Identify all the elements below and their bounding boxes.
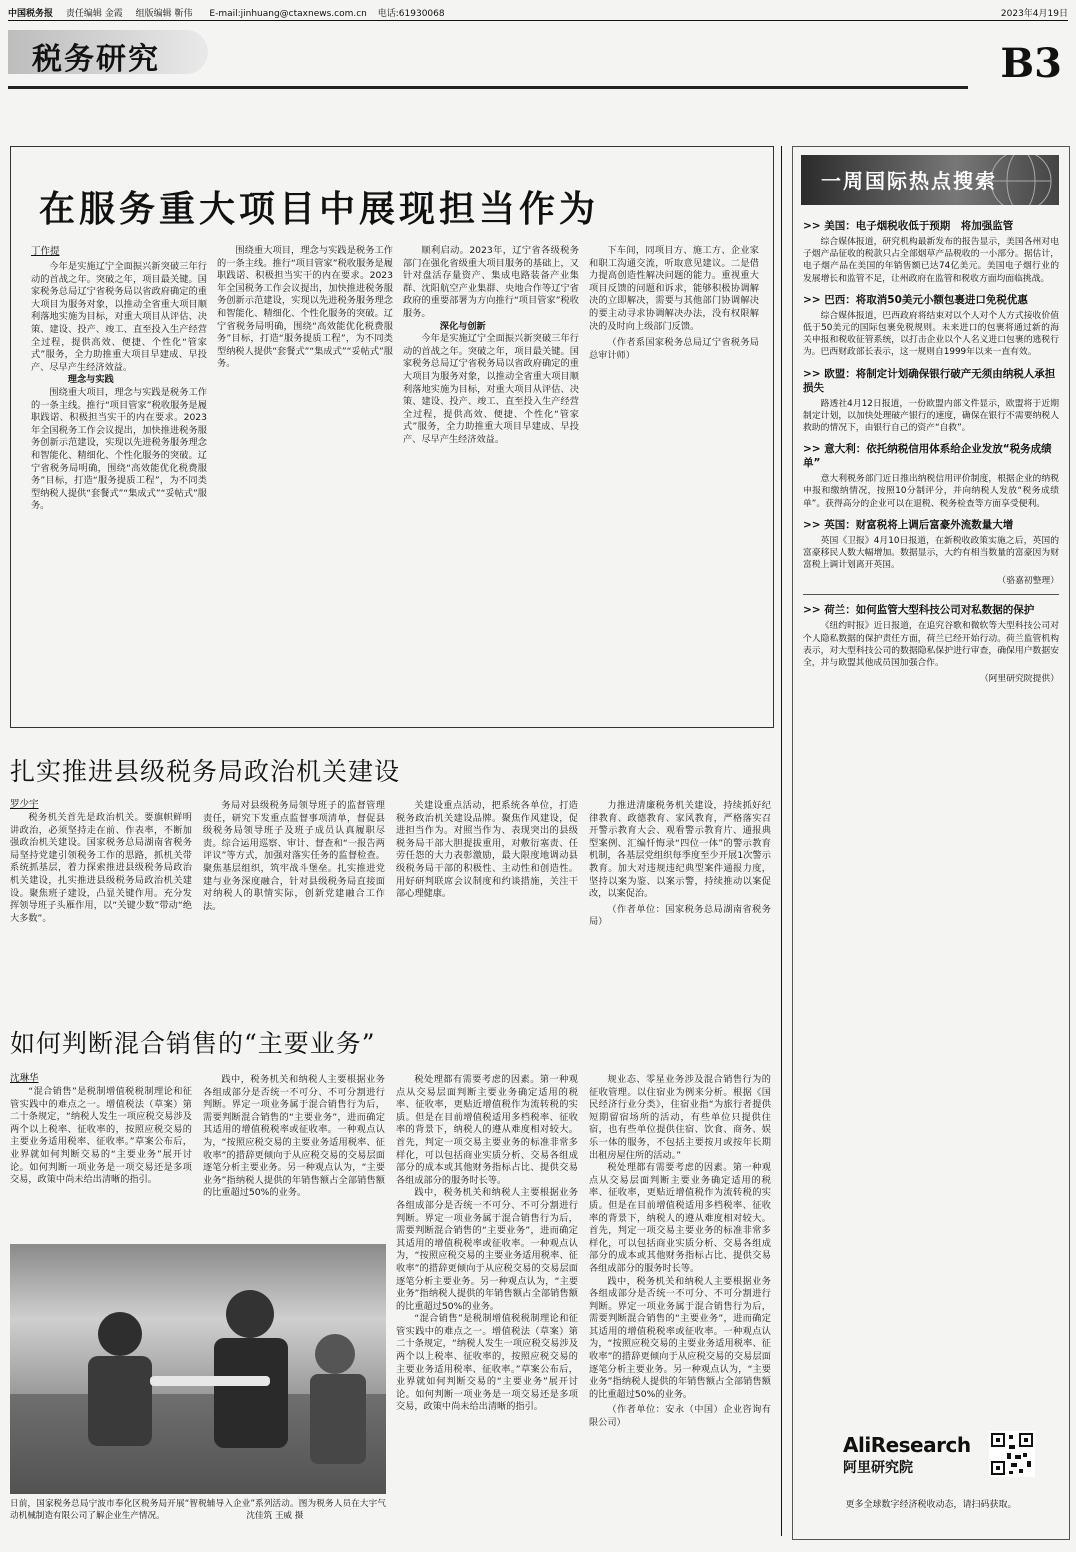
sidebar-item-4-body: 意大利税务部门近日推出纳税信用评价制度，根据企业的纳税申报和缴纳情况，按照10分制评分，并向纳税人发放“税务成绩单”。获得高分的企业可以在退税、税务检查等方面享受便利。 bbox=[803, 474, 1059, 509]
article-2-col-2-text: 务局对县级税务局领导班子的监督管理责任，研究下发重点监督事项清单，督促县级税务局领导班子及班子成员认真履职尽责。综合运用巡察、审计、督查和“一报告两评议”等方式，加强对落实任务的监督检查。聚焦基层组织，筑牢战斗堡垒。扎实推进党建与业务深度融合，针对县级税务局直接面对纳税人的职情实际，创新党建融合工作法。 bbox=[203, 800, 385, 912]
article-1-col-1-text-b: 围绕重大项目，理念与实践是税务工作的一条主线。推行“项目管家”税收服务是履职践诺、积极担当实干的内在要求。2023年全国税务工作会议提出，加快推进税务服务创新示范建设，实现以先进税务服务理念和智能化、精细化、个性化服务的突破。辽宁省税务局明确，围绕“高效能优化税费服务”目标，打造“服务提质工程”，为不同类型纳税人提供“套餐式”“集成式”“妥帖式”服务。 bbox=[31, 386, 207, 512]
sidebar-item-6: >> 荷兰：如何监管大型科技公司对私数据的保护 《纽约时报》近日报道，在追究谷歌和微软等大型科技公司对个人隐私数据的保护责任方面，荷兰已经开始行动。荷兰监管机构表示，对大型科技公司的数据隐私保护进行审查，确保用户数据安全，并与欧盟其他成员国加强合作。 （阿里研究院提供） bbox=[803, 604, 1059, 685]
article-1-frame bbox=[10, 146, 774, 728]
qr-code-icon bbox=[989, 1431, 1035, 1477]
article-2-col-2 bbox=[203, 800, 385, 1012]
section-underline bbox=[8, 86, 968, 89]
brand-name: AliResearch bbox=[843, 1433, 971, 1457]
article-2-col-3-text: 关建设重点活动，把系统各单位，打造税务政治机关建设品牌。聚焦作风建设，促进担当作为。对照当作为、表现突出的县级税务局干部大胆提拔重用，对敷衍塞责、任劳任怨的大力表彰激励，最大限度地调动县级税务局干部的积极性、主动性和创造性。用好研判联席会议制度和约谈措施，关注干部心理健康。 bbox=[396, 800, 578, 900]
article-1-title: 在服务重大项目中展现担当作为 bbox=[39, 188, 600, 230]
article-2-col-4-text: 力推进清廉税务机关建设，持续抓好纪律教育、政德教育、家风教育，严格落实召开警示教育大会、观看警示教育片、通报典型案例、汇编忏悔录“四位一体”的警示教育机制，各基层党组织每季度至少开展1次警示教育。加大对违规违纪典型案件通报力度，坚持以案为鉴、以案示警，持续推动以案促改，以案促治。 bbox=[589, 800, 771, 900]
article-2-credit: （作者单位：国家税务总局湖南省税务局） bbox=[589, 903, 771, 928]
sidebar-credit-1: （骆嘉初整理） bbox=[997, 576, 1059, 587]
email: E-mail:jinhuang@ctaxnews.com.cn bbox=[209, 9, 367, 19]
article-3-col-3-text-b: 践中，税务机关和纳税人主要根据业务各组成部分是否统一不可分、不可分割进行判断。界定一项业务属于混合销售行为后，需要判断混合销售的“主要业务”，进而确定其适用的增值税税率或征收率。一种观点认为，“按照应税交易的主要业务适用税率、征收率”的措辞更倾向于从应税交易的交易层面逐笔分析主要业务。另一种观点认为，“主要业务”指纳税人提供的年销售额占全部销售额的比重超过50%的业务。 bbox=[396, 1187, 578, 1312]
masthead bbox=[8, 6, 1068, 20]
article-3-col-3-text: 税处理都有需要考虑的因素。第一种观点从交易层面判断主要业务确定适用的税率、征收率，更贴近增值税作为流转税的实质。但是在目前增值税适用多档税率、征收率的背景下，纳税人的遵从难度相对较大。首先，判定一项交易主要业务的标准非常多样化，可以包括商业实质分析、交易各组成部分的成本或其他财务指标占比、提供交易各组成部分的服务时长等。 bbox=[396, 1074, 578, 1186]
article-3-col-4 bbox=[589, 1074, 771, 1520]
sidebar bbox=[792, 146, 1070, 1540]
article-1-col-2-text: 围绕重大项目，理念与实践是税务工作的一条主线。推行“项目管家”税收服务是履职践诺、积极担当实干的内在要求。2023年全国税务工作会议提出，加快推进税务服务创新示范建设，实现以先进税务服务理念和智能化、精细化、个性化服务的突破。辽宁省税务局明确，围绕“高效能优化税费服务”目标，打造“服务提质工程”，为不同类型纳税人提供“套餐式”“集成式”“妥帖式”服务。 bbox=[217, 245, 393, 370]
article-3-col-1 bbox=[10, 1086, 192, 1236]
article-1-author: 丁作提 bbox=[31, 246, 60, 257]
sidebar-item-3-title: 欧盟：将制定计划确保银行破产无须由纳税人承担损失 bbox=[803, 367, 1056, 394]
paper-name: 中国税务报 bbox=[8, 9, 54, 19]
section-title: 税务研究 bbox=[32, 42, 160, 77]
article-3-credit: （作者单位：安永（中国）企业咨询有限公司） bbox=[589, 1404, 771, 1429]
brand-name-cn: 阿里研究院 bbox=[843, 1460, 913, 1476]
sidebar-item-3: >> 欧盟：将制定计划确保银行破产无须由纳税人承担损失 路透社4月12日报道，一份欧盟内部文件显示，欧盟将于近期制定计划，以加快处理破产银行的速度，确保在银行不需要纳税人救助的情况下，由银行自己的资产“自救”。 bbox=[803, 367, 1059, 434]
duty-editor: 责任编辑 金霞 bbox=[65, 9, 123, 19]
sidebar-footer: 更多全球数字经济税收动态，请扫码获取。 bbox=[845, 1500, 1017, 1510]
article-3-title: 如何判断混合销售的“主要业务” bbox=[10, 1029, 376, 1058]
sidebar-item-1-body: 综合媒体报道，研究机构最新发布的报告显示，美国各州对电子烟产品征收的税款只占全部烟草产品税收的一小部分。据估计，电子烟产品在美国的年销售额已达74亿美元。美国电子烟行业的发展增长和监管不足，让州政府在监管和税收方面均面临挑战。 bbox=[803, 237, 1059, 284]
sidebar-item-6-body: 《纽约时报》近日报道，在追究谷歌和微软等大型科技公司对个人隐私数据的保护责任方面，荷兰已经开始行动。荷兰监管机构表示，对大型科技公司的数据隐私保护进行审查，确保用户数据安全，并与欧盟其他成员国加强合作。 bbox=[803, 621, 1059, 669]
article-2-title: 扎实推进县级税务局政治机关建设 bbox=[10, 757, 401, 786]
date: 2023年4月19日 bbox=[1000, 9, 1068, 19]
article-1-col-3-text: 顺利启动。2023年，辽宁省各级税务部门在强化省级重大项目服务的基础上，又针对盘活存量资产、集成电路装备产业集群、沈阳航空产业集群、央地合作等辽宁省政府的重要部署为方向推行“项目管家”税收服务。 bbox=[403, 245, 579, 319]
sidebar-divider bbox=[803, 594, 1059, 595]
article-3-col-1-text: “混合销售”是税制增值税税制理论和征管实践中的难点之一。增值税法（草案）第二十条规定，“纳税人发生一项应税交易涉及两个以上税率、征收率的，按照应税交易的主要业务适用税率、征收率。”草案公布后，业界就如何判断交易的“主要业务”展开讨论。如何判断一项业务是一项交易还是多项交易，政策中尚未给出清晰的指引。 bbox=[10, 1086, 192, 1186]
article-3-col-2-text: 践中，税务机关和纳税人主要根据业务各组成部分是否统一不可分、不可分割进行判断。界定一项业务属于混合销售行为后，需要判断混合销售的“主要业务”，进而确定其适用的增值税税率或征收率。一种观点认为，“按照应税交易的主要业务适用税率、征收率”的措辞更倾向于从应税交易的交易层面逐笔分析主要业务。另一种观点认为，“主要业务”指纳税人提供的年销售额占全部销售额的比重超过50%的业务。 bbox=[203, 1074, 385, 1199]
article-1-subhead-1: 理念与实践 bbox=[67, 374, 114, 386]
brand-block bbox=[843, 1433, 973, 1477]
article-3-col-4-text: 规业态、零星业务涉及混合销售行为的征收管理。以住宿业为例来分析。根据《国民经济行业分类》，住宿业指“为旅行者提供短期留宿场所的活动，有些单位只提供住宿，也有些单位提供住宿、饮食、商务、娱乐一体的服务，不包括主要按月或按年长期出租房屋住所的活动。” bbox=[589, 1074, 771, 1161]
sidebar-item-5: >> 英国：财富税将上调后富豪外流数量大增 英国《卫报》4月10日报道，在新税收政策实施之后，英国的富豪移民人数大幅增加。数据显示，大约有相当数量的富豪因为财富税上调计划离开英国。 （骆嘉初整理） bbox=[803, 518, 1059, 587]
article-3-col-4-text-c: 践中，税务机关和纳税人主要根据业务各组成部分是否统一不可分、不可分割进行判断。界定一项业务属于混合销售行为后，需要判断混合销售的“主要业务”，进而确定其适用的增值税税率或征收率。一种观点认为，“按照应税交易的主要业务适用税率、征收率”的措辞更倾向于从应税交易的交易层面逐笔分析主要业务。另一种观点认为，“主要业务”指纳税人提供的年销售额占全部销售额的比重超过50%的业务。 bbox=[589, 1275, 771, 1400]
sidebar-item-5-title: 英国：财富税将上调后富豪外流数量大增 bbox=[824, 518, 1014, 531]
sidebar-item-1: >> 美国：电子烟税收低于预期 将加强监管 综合媒体报道，研究机构最新发布的报告显示，美国各州对电子烟产品征收的税款只占全部烟草产品税收的一小部分。据估计，电子烟产品在美国的年销售额已达74亿美元。美国电子烟行业的发展增长和监管不足，让州政府在监管和税收方面均面临挑战。 bbox=[803, 220, 1059, 284]
article-2-col-1 bbox=[10, 812, 192, 1012]
sidebar-item-6-title: 荷兰：如何监管大型科技公司对私数据的保护 bbox=[824, 604, 1035, 617]
photo-caption: 日前，国家税务总局宁波市奉化区税务局开展“智税辅导入企业”系列活动。图为税务人员在大宇气动机械制造有限公司了解企业生产情况。 沈佳筑 王威 摄 bbox=[10, 1499, 386, 1521]
photo-scene-icon bbox=[10, 1244, 386, 1494]
article-2-col-1-text: 税务机关首先是政治机关。要旗帜鲜明讲政治，必须坚持走在前、作表率，不断加强政治机关建设。国家税务总局湖南省税务局坚持党建引领税务工作的思路，抓机关带系统抓基层，着力探索推进县级税务局政治机关建设，扎实推进县级税务局政治机关建设。聚焦班子建设，凸显关键作用。充分发挥领导班子头雁作用，以“关键少数”带动“绝大多数”。 bbox=[10, 812, 192, 924]
article-3-col-2 bbox=[203, 1074, 385, 1236]
article-3-col-3-text-c: “混合销售”是税制增值税税制理论和征管实践中的难点之一。增值税法（草案）第二十条规定，“纳税人发生一项应税交易涉及两个以上税率、征收率的，按照应税交易的主要业务适用税率、征收率。”草案公布后，业界就如何判断交易的“主要业务”展开讨论。如何判断一项业务是一项交易还是多项交易，政策中尚未给出清晰的指引。 bbox=[396, 1313, 578, 1413]
article-3-col-4-text-b: 税处理都有需要考虑的因素。第一种观点从交易层面判断主要业务确定适用的税率、征收率，更贴近增值税作为流转税的实质。但是在目前增值税适用多档税率、征收率的背景下，纳税人的遵从难度相对较大。首先，判定一项交易主要业务的标准非常多样化，可以包括商业实质分析、交易各组成部分的成本或其他财务指标占比、提供交易各组成部分的服务时长等。 bbox=[589, 1162, 771, 1274]
article-1-col-3 bbox=[403, 245, 579, 721]
sidebar-item-4: >> 意大利：依托纳税信用体系给企业发放“税务成绩单” 意大利税务部门近日推出纳税信用评价制度，根据企业的纳税申报和缴纳情况，按照10分制评分，并向纳税人发放“税务成绩单”。获得高分的企业可以在退税、税务检查等方面享受便利。 bbox=[803, 443, 1059, 509]
news-photo bbox=[10, 1244, 386, 1494]
article-1-subhead-2: 深化与创新 bbox=[439, 320, 486, 332]
sidebar-header: 一周国际热点搜索 bbox=[821, 169, 997, 193]
phone: 电话:61930068 bbox=[377, 9, 445, 19]
article-1-col-4 bbox=[589, 245, 759, 721]
sidebar-item-5-body: 英国《卫报》4月10日报道，在新税收政策实施之后，英国的富豪移民人数大幅增加。数据显示，大约有相当数量的富豪因为财富税上调计划离开英国。 bbox=[803, 535, 1059, 571]
article-2-author: 罗少宇 bbox=[10, 799, 39, 810]
page-number: B3 bbox=[1000, 40, 1062, 87]
article-2-col-4 bbox=[589, 800, 771, 1012]
sidebar-item-1-title: 美国：电子烟税收低于预期 将加强监管 bbox=[824, 220, 1014, 232]
sidebar-item-3-body: 路透社4月12日报道，一份欧盟内部文件显示，欧盟将于近期制定计划，以加快处理破产银行的速度，确保在银行不需要纳税人救助的情况下，由银行自己的资产“自救”。 bbox=[803, 398, 1059, 434]
article-3-col-3 bbox=[396, 1074, 578, 1520]
layout-editor: 组版编辑 靳伟 bbox=[135, 9, 193, 19]
article-1-credit: （作者系国家税务总局辽宁省税务局总审计师） bbox=[589, 337, 759, 361]
article-1-col-4-text: 下车间，同项目方、施工方、企业家和职工沟通交流，听取意见建议。二是借力提高创造性解决问题的能力。重视重大项目反馈的问题和诉求，能够积极协调解决的立即解决，需要与其他部门协调解决的要主动寻求协调解决办法，没有权限解决的及时向上级部门反馈。 bbox=[589, 245, 759, 332]
article-1-col-1-text: 今年是实施辽宁全面振兴新突破三年行动的首战之年。突破之年，项目最关键。国家税务总局辽宁省税务局以省政府确定的重大项目为服务对象，以推动全省重大项目顺利落地实施为目标，对重大项目从评估、决策、建设、投产、竣工、直至投入生产经营全过程，提供高效、便捷、个性化“管家式”服务，全力助推重大项目早建成、早投产、尽早产生经济效益。 bbox=[31, 261, 207, 373]
sidebar-item-2: >> 巴西：将取消50美元小额包裹进口免税优惠 综合媒体报道，巴西政府将结束对以个人对个人方式接收价值低于50美元的国际包裹免税规则。未来进口的包裹将通过新的海关申报和税收征管系统，以打击企业以个人名义进口包裹的逃税行为。巴西财政部长表示，这一规则自1999年以来一直有效。 bbox=[803, 293, 1059, 358]
article-1-col-2 bbox=[217, 245, 393, 721]
article-1-col-1 bbox=[31, 261, 207, 721]
sidebar-credit-2: （阿里研究院提供） bbox=[979, 674, 1059, 685]
article-3-author: 沈琳华 bbox=[10, 1073, 39, 1084]
sidebar-item-4-title: 意大利：依托纳税信用体系给企业发放“税务成绩单” bbox=[803, 443, 1052, 470]
sidebar-list bbox=[803, 219, 1059, 1409]
sidebar-item-2-title: 巴西：将取消50美元小额包裹进口免税优惠 bbox=[824, 293, 1028, 306]
section-header bbox=[8, 24, 1068, 96]
article-1-col-3-text-b: 今年是实施辽宁全面振兴新突破三年行动的首战之年。突破之年，项目最关键。国家税务总局辽宁省税务局以省政府确定的重大项目为服务对象，以推动全省重大项目顺利落地实施为目标，对重大项目从评估、决策、建设、投产、竣工、直至投入生产经营全过程，提供高效、便捷、个性化“管家式”服务，全力助推重大项目早建成、早投产、尽早产生经济效益。 bbox=[403, 333, 579, 445]
sidebar-item-2-body: 综合媒体报道，巴西政府将结束对以个人对个人方式接收价值低于50美元的国际包裹免税规则。未来进口的包裹将通过新的海关申报和税收征管系统，以打击企业以个人名义进口包裹的逃税行为。巴西财政部长表示，这一规则自1999年以来一直有效。 bbox=[803, 310, 1059, 358]
sidebar-header-box bbox=[801, 155, 1059, 205]
article-2-col-3 bbox=[396, 800, 578, 1012]
